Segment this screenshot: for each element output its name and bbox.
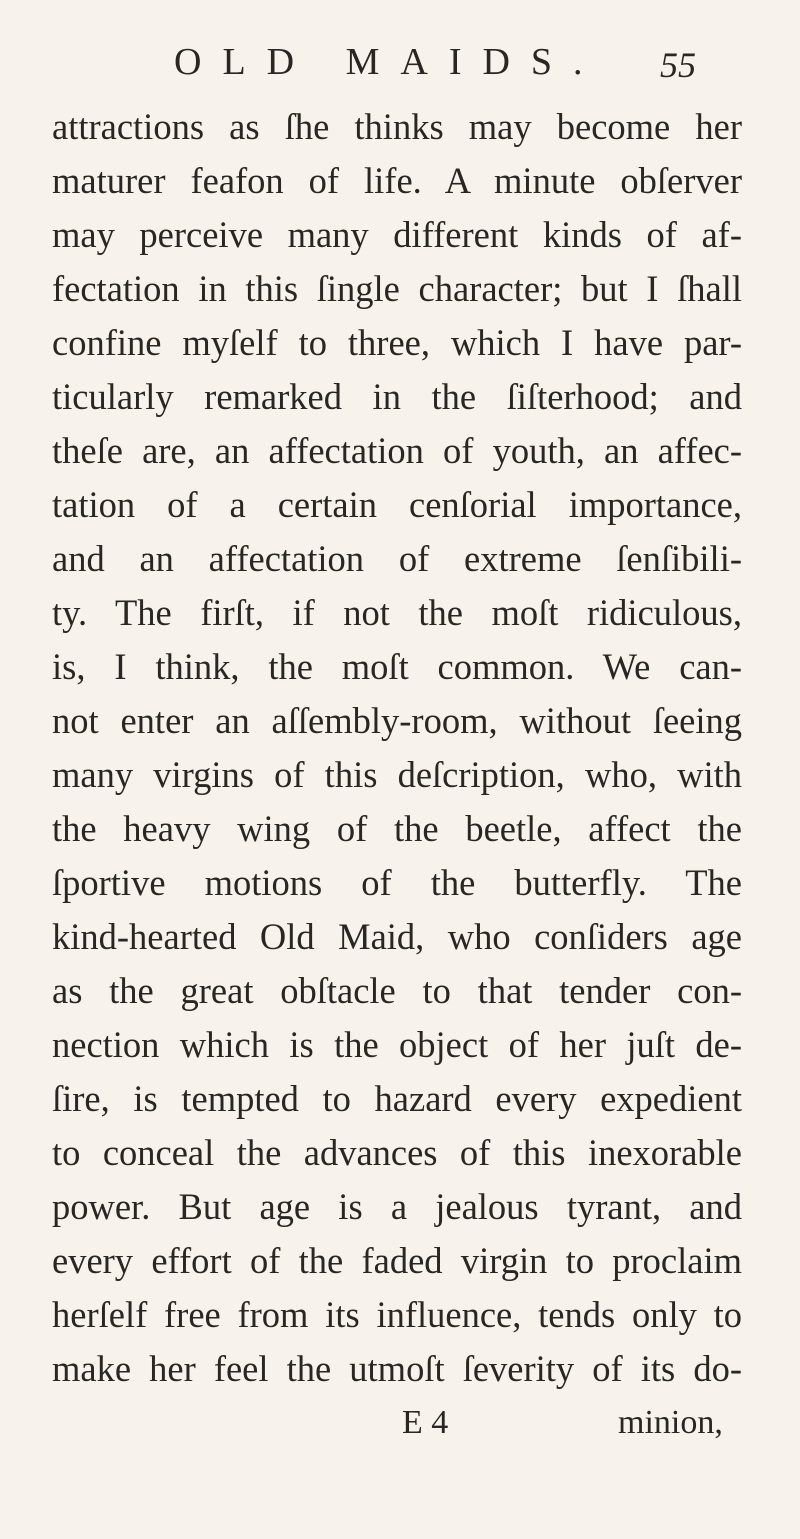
- text-line: tation of a certain cenſorial importance,: [52, 484, 742, 525]
- text-line: power. But age is a jealous tyrant, and: [52, 1186, 742, 1227]
- text-line: and an affectation of extreme ſenſibili-: [52, 538, 742, 579]
- text-line: not enter an aſſembly-room, without ſeeing: [52, 700, 742, 741]
- text-line: may perceive many different kinds of af-: [52, 214, 742, 255]
- text-line: confine myſelf to three, which I have par-: [52, 322, 742, 363]
- text-line: as the great obſtacle to that tender con-: [52, 970, 742, 1011]
- page-footer: [0, 1404, 800, 1454]
- text-line: theſe are, an affectation of youth, an affec-: [52, 430, 742, 471]
- running-head: [0, 40, 800, 90]
- signature-mark: E 4: [402, 1404, 449, 1441]
- catchword: minion,: [618, 1404, 723, 1441]
- text-line: herſelf free from its influence, tends only to: [52, 1294, 742, 1335]
- text-line: attractions as ſhe thinks may become her: [52, 106, 742, 147]
- text-line: the heavy wing of the beetle, affect the: [52, 808, 742, 849]
- text-line: ticularly remarked in the ſiſterhood; and: [52, 376, 742, 417]
- body-text: [52, 100, 742, 1396]
- text-line: maturer feafon of life. A minute obſerver: [52, 160, 742, 201]
- page-number: 55: [660, 45, 696, 85]
- text-line: to conceal the advances of this inexorable: [52, 1132, 742, 1173]
- text-line: ſire, is tempted to hazard every expedient: [52, 1078, 742, 1119]
- running-title: OLD MAIDS.: [174, 41, 604, 83]
- text-line: nection which is the object of her juſt de-: [52, 1024, 742, 1065]
- text-line: is, I think, the moſt common. We can-: [52, 646, 742, 687]
- text-line: ſportive motions of the butterfly. The: [52, 862, 742, 903]
- text-line: ty. The firſt, if not the moſt ridiculous,: [52, 592, 742, 633]
- text-line: every effort of the faded virgin to proclaim: [52, 1240, 742, 1281]
- text-line: many virgins of this deſcription, who, with: [52, 754, 742, 795]
- text-line: make her feel the utmoſt ſeverity of its do-: [52, 1348, 742, 1389]
- text-line: fectation in this ſingle character; but I ſhall: [52, 268, 742, 309]
- text-line: kind-hearted Old Maid, who conſiders age: [52, 916, 742, 957]
